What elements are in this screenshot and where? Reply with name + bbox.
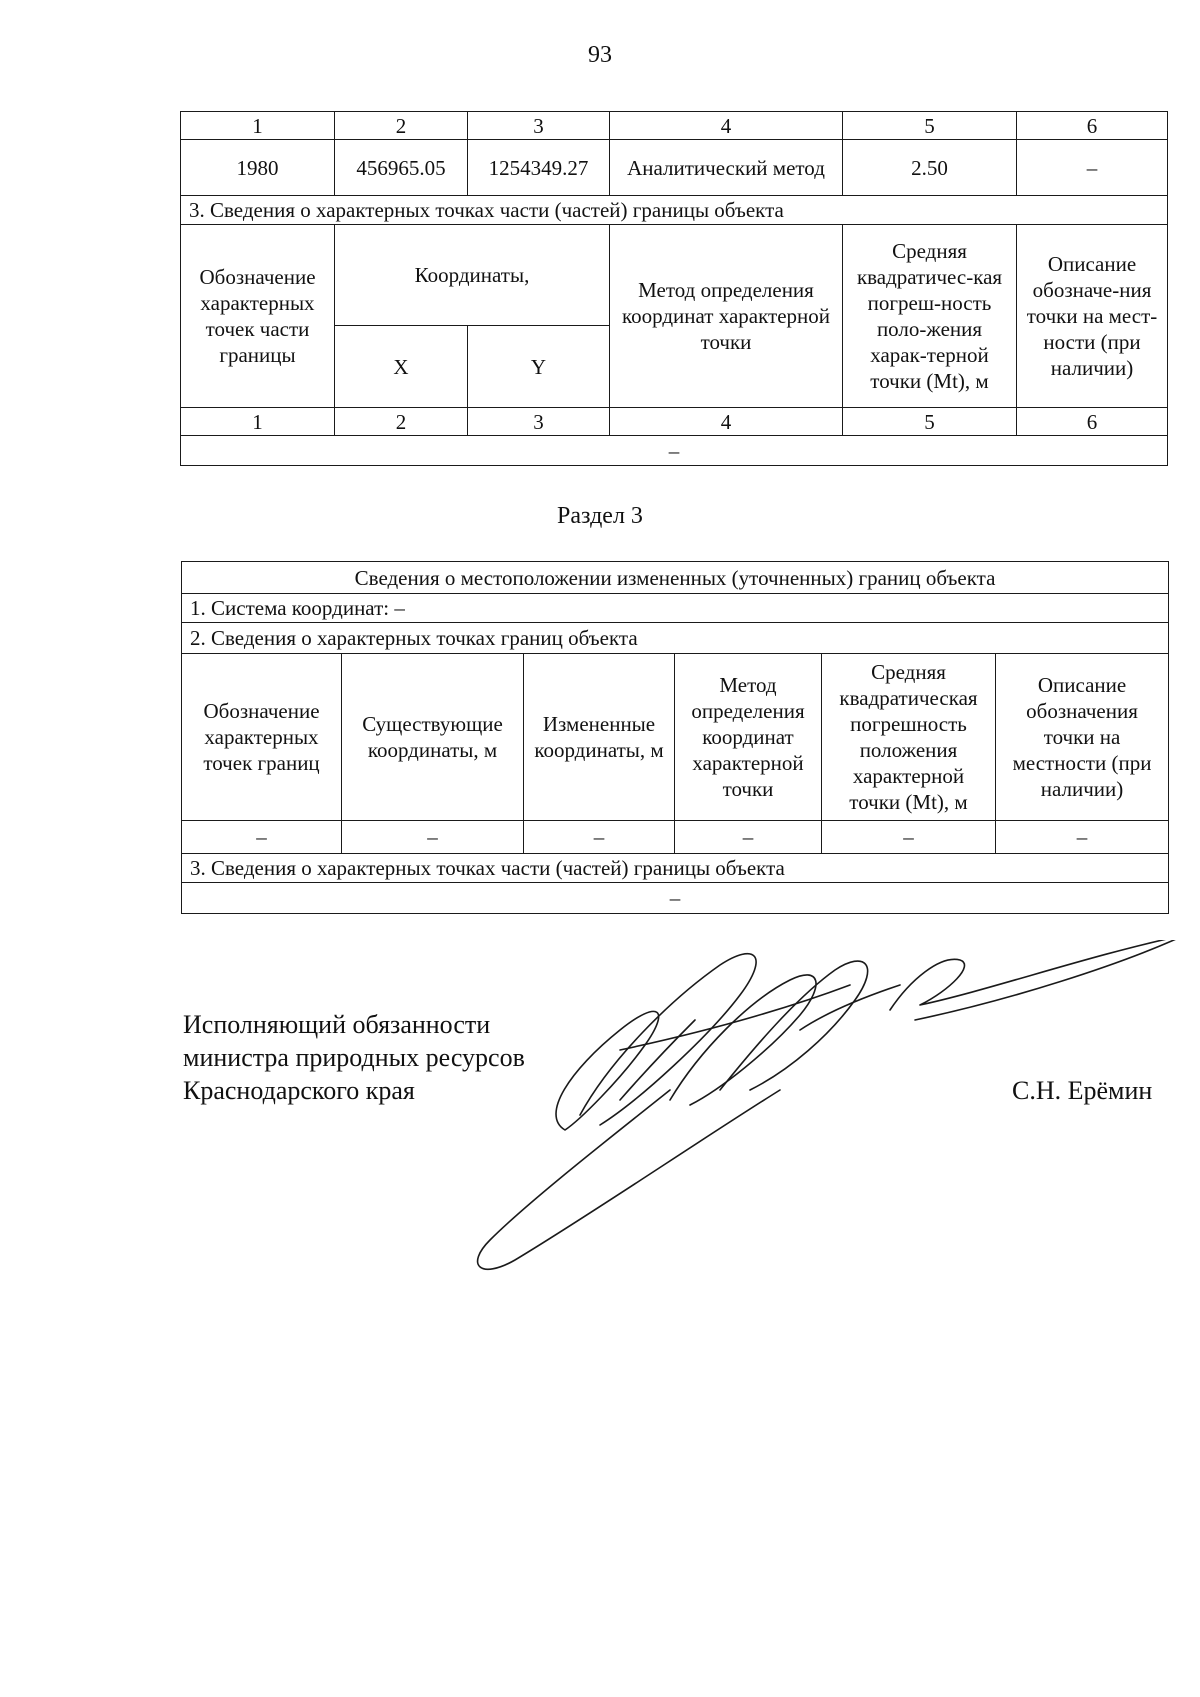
header-error: Средняя квадратичес-кая погреш-ность поло-жения харак-терной точки (Mt), м xyxy=(843,225,1017,408)
header-designation: Обозначение характерных точек части границы xyxy=(181,225,335,408)
column-number: 2 xyxy=(335,112,468,140)
empty-data-row: – xyxy=(182,883,1169,914)
header-description: Описание обозначе-ния точки на мест-ности (при наличии) xyxy=(1017,225,1168,408)
column-number: 3 xyxy=(468,408,610,436)
empty-data-row: – xyxy=(181,436,1168,466)
position-line: министра природных ресурсов xyxy=(183,1043,525,1072)
header-y: Y xyxy=(468,326,610,408)
mean-square-error: 2.50 xyxy=(843,140,1017,196)
empty-cell: – xyxy=(182,821,342,854)
determination-method: Аналитический метод xyxy=(610,140,843,196)
column-number: 2 xyxy=(335,408,468,436)
column-number: 6 xyxy=(1017,112,1168,140)
column-number: 4 xyxy=(610,112,843,140)
column-number: 5 xyxy=(843,112,1017,140)
point-description: – xyxy=(1017,140,1168,196)
table-title: Сведения о местоположении измененных (уточненных) границ объекта xyxy=(182,562,1169,594)
position-line: Исполняющий обязанности xyxy=(183,1010,491,1039)
column-number: 4 xyxy=(610,408,843,436)
header-changed-coordinates: Измененные координаты, м xyxy=(524,654,675,821)
header-existing-coordinates: Существующие координаты, м xyxy=(342,654,524,821)
position-line: Краснодарского края xyxy=(183,1076,415,1105)
header-method: Метод определения координат характерной точки xyxy=(675,654,822,821)
empty-cell: – xyxy=(996,821,1169,854)
boundary-points-section-title: 2. Сведения о характерных точках границ объекта xyxy=(182,623,1169,654)
empty-cell: – xyxy=(524,821,675,854)
column-number-row xyxy=(181,112,1168,140)
header-coordinates: Координаты, xyxy=(335,225,610,326)
part-boundary-section-title: 3. Сведения о характерных точках части (частей) границы объекта xyxy=(182,854,1169,883)
y-coordinate: 1254349.27 xyxy=(468,140,610,196)
handwritten-signature xyxy=(470,940,1190,1310)
column-number: 3 xyxy=(468,112,610,140)
column-number: 1 xyxy=(181,112,335,140)
header-designation: Обозначение характерных точек границ xyxy=(182,654,342,821)
column-number: 1 xyxy=(181,408,335,436)
column-number: 6 xyxy=(1017,408,1168,436)
header-x: X xyxy=(335,326,468,408)
table-row xyxy=(182,821,1169,854)
x-coordinate: 456965.05 xyxy=(335,140,468,196)
section-title: Раздел 3 xyxy=(557,503,643,529)
header-method: Метод определения координат характерной точки xyxy=(610,225,843,408)
coordinate-system: 1. Система координат: – xyxy=(182,594,1169,623)
column-number: 5 xyxy=(843,408,1017,436)
empty-cell: – xyxy=(342,821,524,854)
changed-boundaries-table xyxy=(181,561,1169,914)
empty-cell: – xyxy=(675,821,822,854)
page-number: 93 xyxy=(588,42,612,68)
part-boundary-section-title: 3. Сведения о характерных точках части (частей) границы объекта xyxy=(181,196,1168,225)
table-row xyxy=(181,140,1168,196)
header-error: Средняя квадратическая погрешность положения характерной точки (Mt), м xyxy=(822,654,996,821)
point-designation: 1980 xyxy=(181,140,335,196)
header-description: Описание обозначения точки на местности (при наличии) xyxy=(996,654,1169,821)
empty-cell: – xyxy=(822,821,996,854)
signatory-name: С.Н. Ерёмин xyxy=(1012,1076,1153,1105)
boundary-points-table xyxy=(180,111,1168,466)
column-number-row xyxy=(181,408,1168,436)
